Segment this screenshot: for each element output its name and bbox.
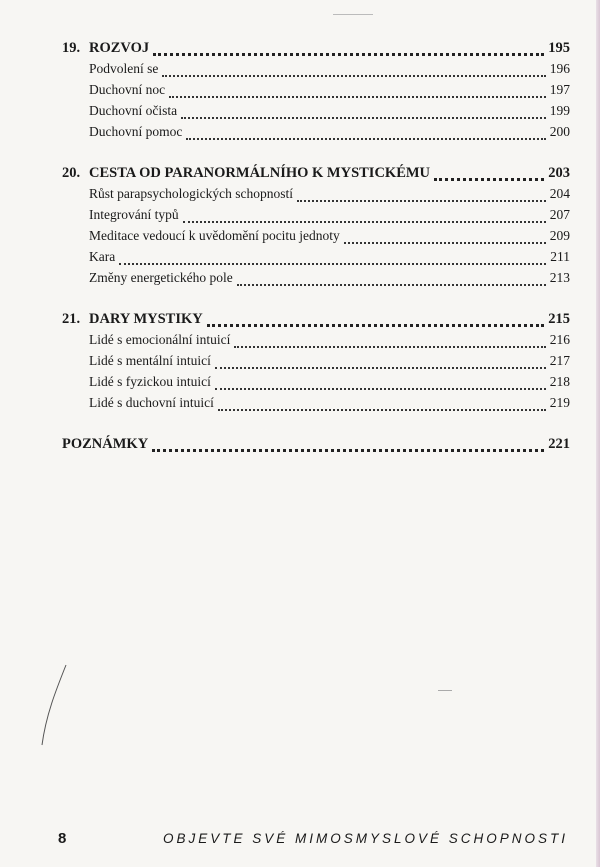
section-title: Změny energetického pole [89,270,233,285]
section-title: Meditace vedoucí k uvědomění pocitu jednoty [89,228,340,243]
dot-leader [237,283,546,286]
scan-speck [438,690,452,691]
toc-section[interactable] [62,374,570,395]
page-footer [58,830,568,847]
chapter-page: 215 [548,311,570,327]
dot-leader [218,408,546,411]
dot-leader [162,74,545,77]
section-page: 200 [549,124,570,139]
scan-mark [36,660,76,750]
chapter-page: 195 [548,40,570,56]
dot-leader [186,137,545,140]
section-title: Lidé s duchovní intuicí [89,395,214,410]
running-title: OBJEVTE SVÉ MIMOSMYSLOVÉ SCHOPNOSTI [162,831,568,846]
toc-section[interactable] [62,207,570,228]
section-title: Integrování typů [89,207,179,222]
toc-section[interactable] [62,124,570,145]
toc-section[interactable] [62,103,570,124]
section-page: 209 [549,228,570,243]
chapter-number: 21. [62,311,81,327]
dot-leader [344,241,546,244]
section-title: Lidé s emocionální intuicí [89,332,231,347]
chapter-heading[interactable] [62,40,570,61]
dot-leader [234,345,545,348]
toc-chapter-19 [62,40,570,145]
toc-section[interactable] [62,61,570,82]
section-title: Duchovní očista [89,103,178,118]
section-page: 218 [549,374,570,389]
chapter-number: 19. [62,40,81,56]
section-title: Podvolení se [89,61,159,76]
section-page: 207 [549,207,570,222]
chapter-title: ROZVOJ [89,40,150,56]
section-title: Duchovní pomoc [89,124,183,139]
table-of-contents [62,40,570,457]
dot-leader [119,262,546,265]
chapter-title: CESTA OD PARANORMÁLNÍHO K MYSTICKÉMU [89,165,431,181]
dot-leader [215,366,546,369]
section-title: Lidé s mentální intuicí [89,353,211,368]
toc-section[interactable] [62,82,570,103]
chapter-page: 203 [548,165,570,181]
toc-chapter-20 [62,165,570,291]
section-page: 216 [549,332,570,347]
dot-leader [183,220,546,223]
notes-page: 221 [548,436,570,452]
page-number: 8 [58,830,67,847]
section-page: 197 [549,82,570,97]
section-title: Kara [89,249,116,264]
toc-section[interactable] [62,395,570,416]
toc-section[interactable] [62,353,570,374]
toc-section[interactable] [62,186,570,207]
chapter-title: DARY MYSTIKY [89,311,203,327]
toc-section[interactable] [62,270,570,291]
dot-leader [181,116,546,119]
page-edge-shadow [596,0,600,867]
toc-section[interactable] [62,249,570,270]
section-page: 196 [549,61,570,76]
notes-title: POZNÁMKY [62,436,149,452]
chapter-heading[interactable] [62,165,570,186]
chapter-number: 20. [62,165,81,181]
dot-leader [297,199,546,202]
dot-leader [152,448,544,452]
section-title: Duchovní noc [89,82,166,97]
toc-section[interactable] [62,332,570,353]
chapter-heading[interactable] [62,311,570,332]
dot-leader [215,387,546,390]
section-page: 199 [549,103,570,118]
section-title: Růst parapsychologických schopností [89,186,293,201]
section-page: 211 [550,249,570,264]
section-title: Lidé s fyzickou intuicí [89,374,211,389]
section-page: 219 [549,395,570,410]
dot-leader [169,95,546,98]
dot-leader [207,323,545,327]
dot-leader [153,52,544,56]
toc-chapter-21 [62,311,570,416]
section-page: 217 [549,353,570,368]
section-page: 204 [549,186,570,201]
toc-notes[interactable] [62,436,570,457]
dot-leader [434,177,544,181]
section-page: 213 [549,270,570,285]
toc-section[interactable] [62,228,570,249]
scan-speck [333,14,373,15]
